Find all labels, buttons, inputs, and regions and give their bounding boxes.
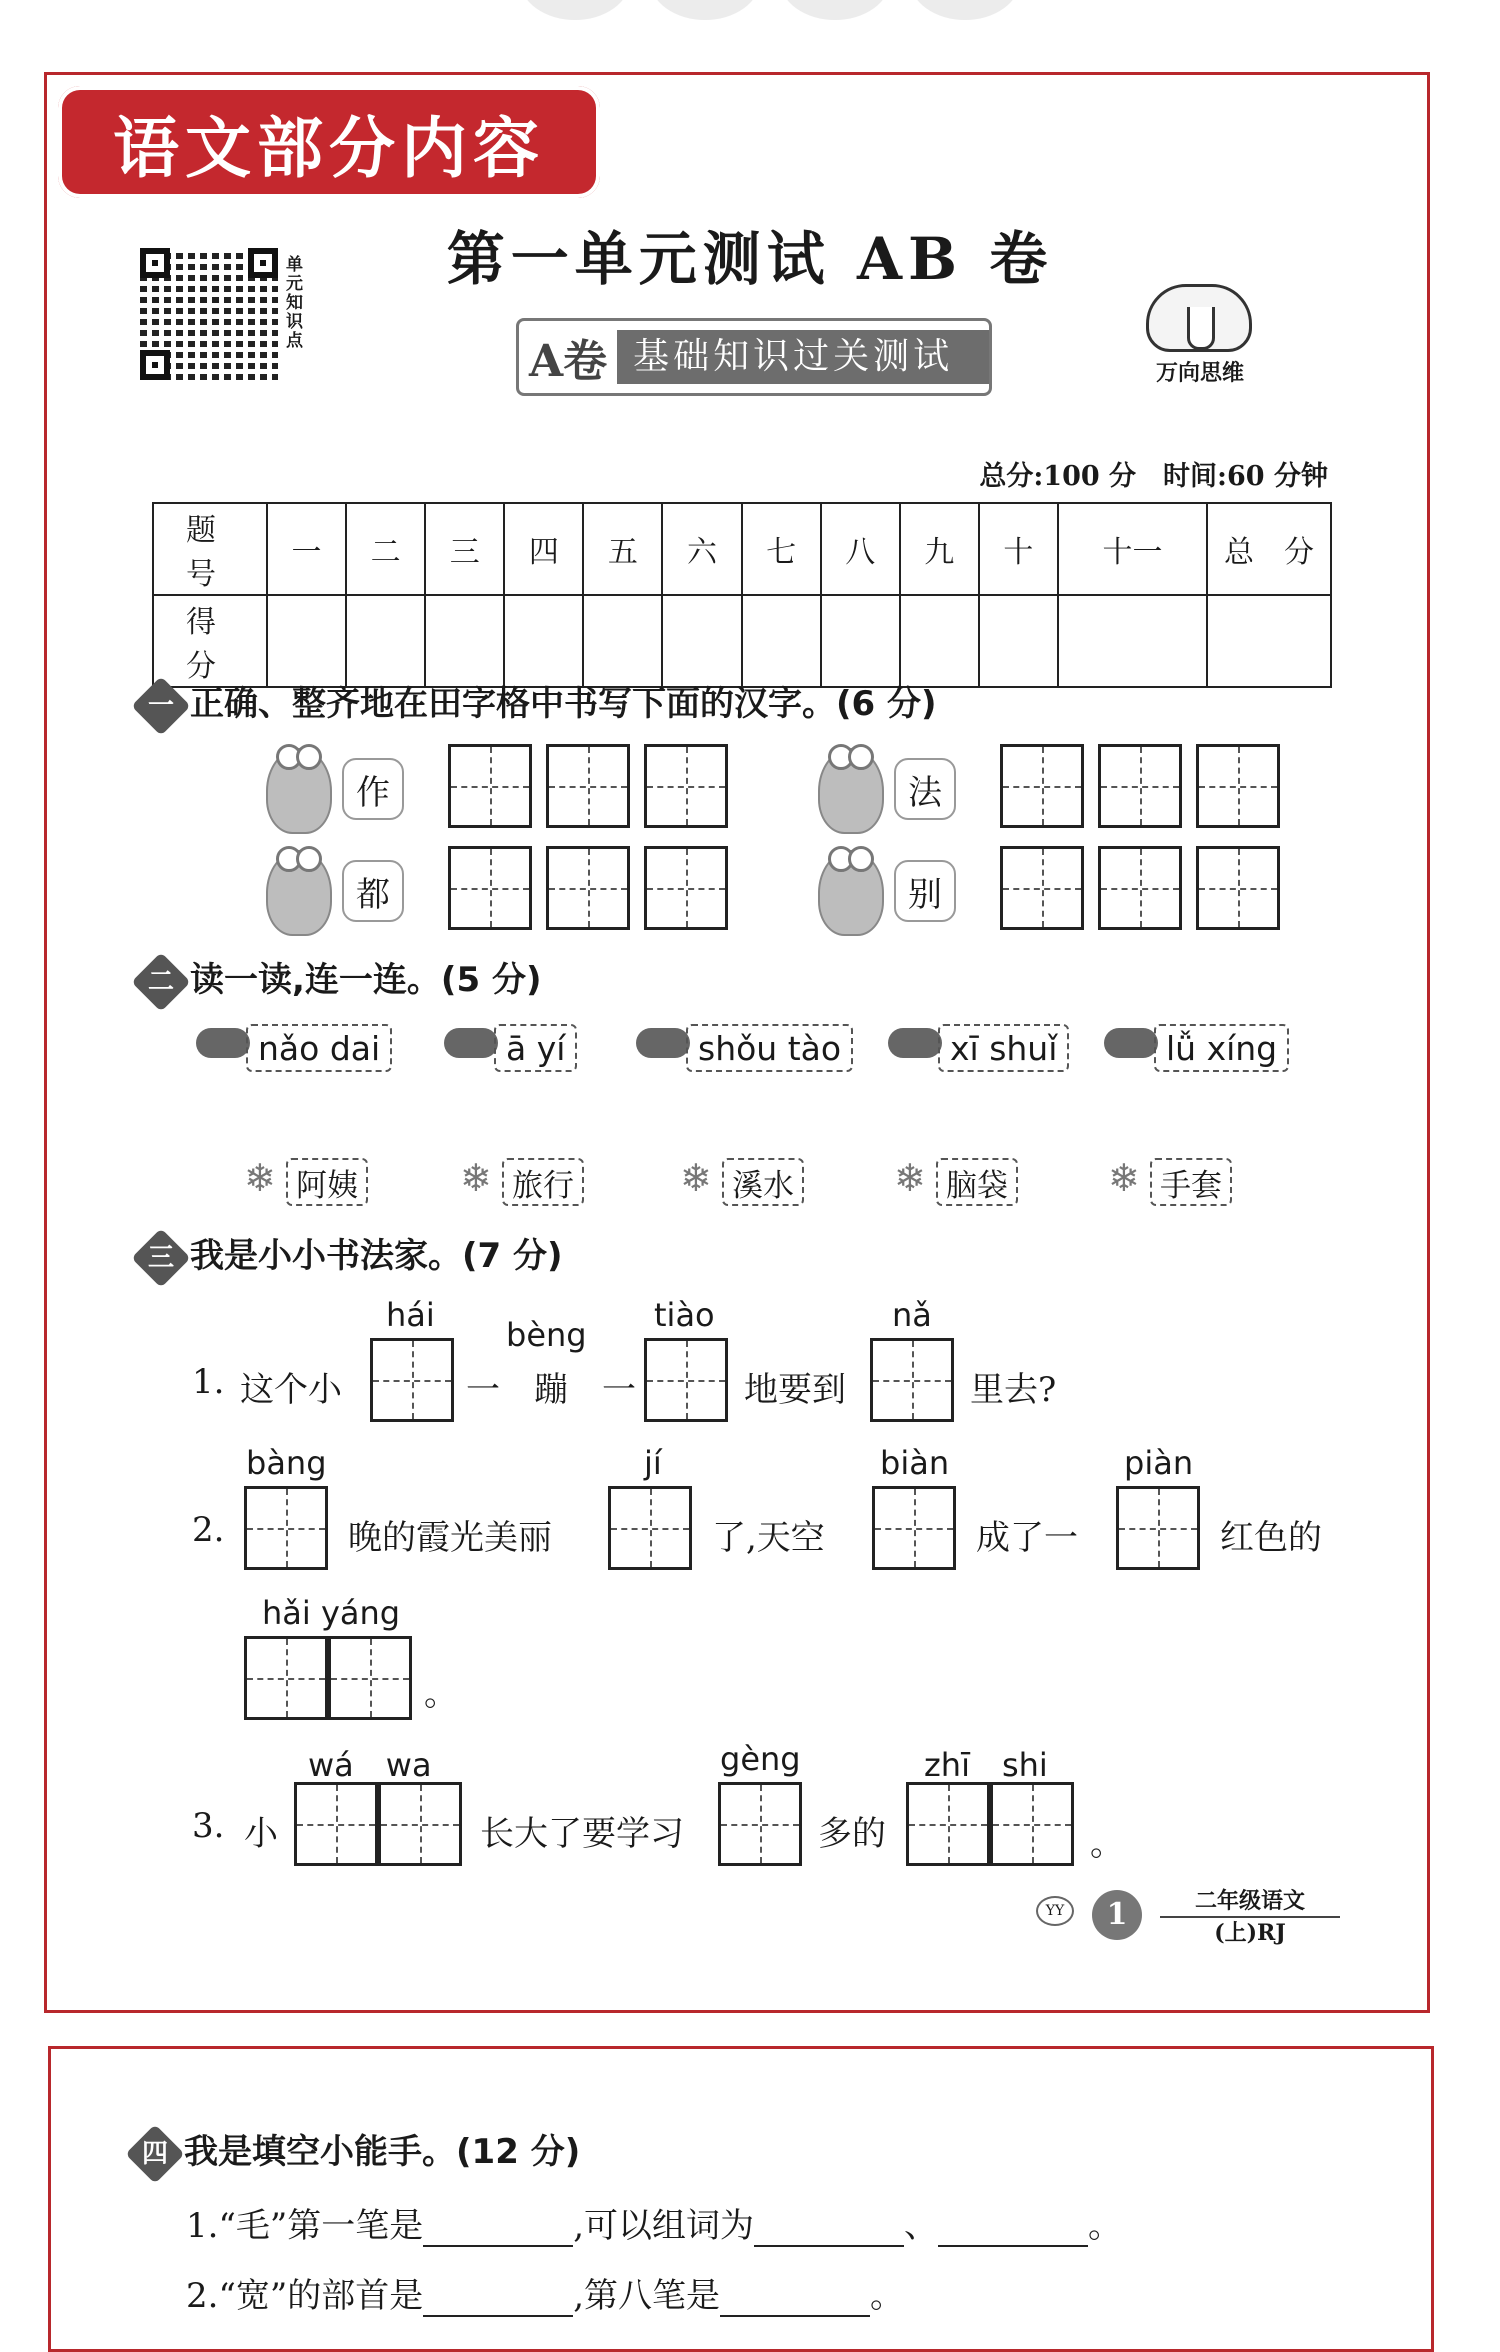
answer-blank[interactable]: [938, 2213, 1088, 2247]
section-2-title: 读一读,连一连。(5 分): [190, 960, 542, 1000]
score-cell[interactable]: [346, 595, 425, 687]
writing-grid[interactable]: [328, 1636, 412, 1720]
writing-grid[interactable]: [608, 1486, 692, 1570]
section-number-icon: 三: [131, 1228, 190, 1287]
section-1-heading: [140, 676, 937, 727]
snowflake-icon: ❄: [1108, 1156, 1140, 1200]
section-4-heading: [134, 2124, 580, 2175]
char-label: 法: [894, 758, 956, 820]
writing-grid[interactable]: [244, 1486, 328, 1570]
section-4-title: 我是填空小能手。(12 分): [184, 2132, 581, 2172]
logo-text: 万向思维: [1155, 361, 1244, 386]
word-option[interactable]: 阿姨: [286, 1158, 368, 1206]
score-cell[interactable]: [1207, 595, 1331, 687]
writing-grid[interactable]: [1196, 744, 1280, 828]
word-option[interactable]: 溪水: [722, 1158, 804, 1206]
pinyin-hint: piàn: [1124, 1444, 1194, 1482]
score-cell[interactable]: [662, 595, 741, 687]
pinyin-hint: hái: [386, 1296, 435, 1334]
section-banner: 语文部分内容: [58, 86, 600, 198]
question-number: 3.: [192, 1806, 225, 1846]
question-text: 里去?: [970, 1370, 1057, 1410]
table-row: [153, 595, 1331, 687]
question-text: 、: [904, 2206, 939, 2246]
snowflake-icon: ❄: [244, 1156, 276, 1200]
writing-grid[interactable]: [448, 846, 532, 930]
cloud-icon: [196, 1028, 250, 1058]
page-number: 1: [1092, 1890, 1142, 1940]
section-3-title: 我是小小书法家。(7 分): [190, 1236, 563, 1276]
top-decoration: [0, 0, 1500, 30]
table-header-cell: 一: [267, 503, 346, 595]
question-text: 多的: [818, 1814, 886, 1854]
score-cell[interactable]: [1058, 595, 1207, 687]
writing-grid[interactable]: [644, 1338, 728, 1422]
pinyin-hint: bàng: [246, 1444, 327, 1482]
writing-grid[interactable]: [1196, 846, 1280, 930]
score-cell[interactable]: [742, 595, 821, 687]
frog-icon: [266, 850, 332, 936]
paper-a-label: [516, 318, 992, 396]
question-text: 1.“毛”第一笔是: [186, 2206, 424, 2246]
elephant-logo-icon: [1146, 284, 1252, 352]
score-table: [152, 502, 1332, 688]
answer-blank[interactable]: [754, 2213, 904, 2247]
question-text: 。: [1088, 2206, 1123, 2246]
question-number: 1.: [192, 1362, 225, 1402]
writing-grid[interactable]: [718, 1782, 802, 1866]
pinyin-hint: gèng: [720, 1740, 801, 1778]
cloud-icon: [1104, 1028, 1158, 1058]
pinyin-option[interactable]: shǒu tào: [686, 1024, 853, 1072]
question-text: 。: [1090, 1824, 1124, 1864]
question-number: 2.: [192, 1510, 225, 1550]
section-2-heading: [140, 952, 542, 1003]
fill-question-2: [186, 2268, 904, 2317]
question-text: 成了一: [976, 1518, 1078, 1558]
answer-blank[interactable]: [423, 2213, 573, 2247]
writing-grid[interactable]: [370, 1338, 454, 1422]
table-header-cell: 四: [504, 503, 583, 595]
answer-blank[interactable]: [423, 2283, 573, 2317]
writing-grid[interactable]: [378, 1782, 462, 1866]
snowflake-icon: ❄: [894, 1156, 926, 1200]
writing-grid[interactable]: [990, 1782, 1074, 1866]
score-info: 总分:100 分 时间:60 分钟: [979, 461, 1328, 492]
brand-mark-icon: YY: [1036, 1896, 1074, 1926]
paper-a-text: 基础知识过关测试: [617, 330, 989, 384]
section-number-icon: 四: [125, 2124, 184, 2183]
score-cell[interactable]: [979, 595, 1058, 687]
snowflake-icon: ❄: [460, 1156, 492, 1200]
word-option[interactable]: 手套: [1150, 1158, 1232, 1206]
question-text: 红色的: [1220, 1518, 1322, 1558]
pinyin-hint: biàn: [880, 1444, 950, 1482]
writing-grid[interactable]: [244, 1636, 328, 1720]
question-text: 了,天空: [712, 1518, 825, 1558]
question-text: 小: [244, 1814, 278, 1854]
pinyin-hint: nǎ: [892, 1296, 932, 1334]
fill-question-1: [186, 2198, 1122, 2247]
table-header-cell: 五: [583, 503, 662, 595]
table-header-cell: 八: [821, 503, 900, 595]
pinyin-hint: hǎi yáng: [262, 1594, 401, 1632]
writing-grid[interactable]: [546, 744, 630, 828]
score-cell[interactable]: [583, 595, 662, 687]
pinyin-hint: wá wa: [308, 1746, 432, 1784]
pinyin-option[interactable]: nǎo dai: [246, 1024, 392, 1072]
writing-grid[interactable]: [644, 846, 728, 930]
score-cell[interactable]: [900, 595, 979, 687]
table-header-cell: 总 分: [1207, 503, 1331, 595]
table-header-cell: 题 号: [153, 503, 267, 595]
table-header-cell: 三: [425, 503, 504, 595]
word-option[interactable]: 脑袋: [936, 1158, 1018, 1206]
writing-grid[interactable]: [1098, 744, 1182, 828]
pinyin-hint: jí: [644, 1444, 662, 1482]
paper-a-tag: A卷: [529, 336, 608, 387]
pinyin-option[interactable]: xī shuǐ: [938, 1024, 1069, 1072]
table-header-cell: 六: [662, 503, 741, 595]
writing-grid[interactable]: [906, 1782, 990, 1866]
char-label: 作: [342, 758, 404, 820]
question-text: 。: [870, 2276, 905, 2316]
question-text: 一 蹦 一: [466, 1370, 636, 1410]
section-number-icon: 二: [131, 952, 190, 1011]
question-text: 晚的霞光美丽: [348, 1518, 552, 1558]
question-text: 地要到: [744, 1370, 846, 1410]
question-text: ,第八笔是: [573, 2276, 721, 2316]
pinyin-hint: tiào: [654, 1296, 715, 1334]
cloud-icon: [636, 1028, 690, 1058]
table-row-label: 得 分: [153, 595, 267, 687]
question-text: 2.“宽”的部首是: [186, 2276, 424, 2316]
writing-grid[interactable]: [448, 744, 532, 828]
question-text: 。: [424, 1674, 458, 1714]
pinyin-hint: bèng: [506, 1316, 587, 1354]
snowflake-icon: ❄: [680, 1156, 712, 1200]
score-cell[interactable]: [821, 595, 900, 687]
page-title: 第一单元测试 AB 卷: [446, 225, 1054, 293]
word-option[interactable]: 旅行: [502, 1158, 584, 1206]
writing-grid[interactable]: [546, 846, 630, 930]
frog-icon: [266, 748, 332, 834]
footer-grade-text: 二年级语文: [1194, 1888, 1305, 1914]
table-header-cell: 七: [742, 503, 821, 595]
section-3-heading: [140, 1228, 563, 1279]
pinyin-hint: zhī shi: [924, 1746, 1048, 1784]
question-text: ,可以组词为: [573, 2206, 755, 2246]
writing-grid[interactable]: [1000, 744, 1084, 828]
pinyin-option[interactable]: ā yí: [494, 1024, 577, 1072]
table-header-cell: 十: [979, 503, 1058, 595]
writing-grid[interactable]: [1098, 846, 1182, 930]
char-label: 别: [894, 860, 956, 922]
question-text: 这个小: [240, 1370, 342, 1410]
question-text: 长大了要学习: [480, 1814, 684, 1854]
score-cell[interactable]: [425, 595, 504, 687]
frog-icon: [818, 748, 884, 834]
writing-grid[interactable]: [644, 744, 728, 828]
table-header-cell: 二: [346, 503, 425, 595]
cloud-icon: [444, 1028, 498, 1058]
section-1-title: 正确、整齐地在田字格中书写下面的汉字。(6 分): [190, 684, 937, 724]
table-header-cell: 九: [900, 503, 979, 595]
answer-blank[interactable]: [720, 2283, 870, 2317]
writing-grid[interactable]: [294, 1782, 378, 1866]
footer-edition: (上)RJ: [1214, 1920, 1286, 1946]
writing-grid[interactable]: [1116, 1486, 1200, 1570]
section-number-icon: 一: [131, 676, 190, 735]
footer-divider: [1160, 1916, 1340, 1918]
qr-caption: 单元知识点: [286, 255, 303, 351]
pinyin-option[interactable]: lǚ xíng: [1154, 1024, 1289, 1072]
frog-icon: [818, 850, 884, 936]
writing-grid[interactable]: [872, 1486, 956, 1570]
score-cell[interactable]: [504, 595, 583, 687]
char-label: 都: [342, 860, 404, 922]
writing-grid[interactable]: [1000, 846, 1084, 930]
cloud-icon: [888, 1028, 942, 1058]
table-header-cell: 十一: [1058, 503, 1207, 595]
table-row: [153, 503, 1331, 595]
writing-grid[interactable]: [870, 1338, 954, 1422]
